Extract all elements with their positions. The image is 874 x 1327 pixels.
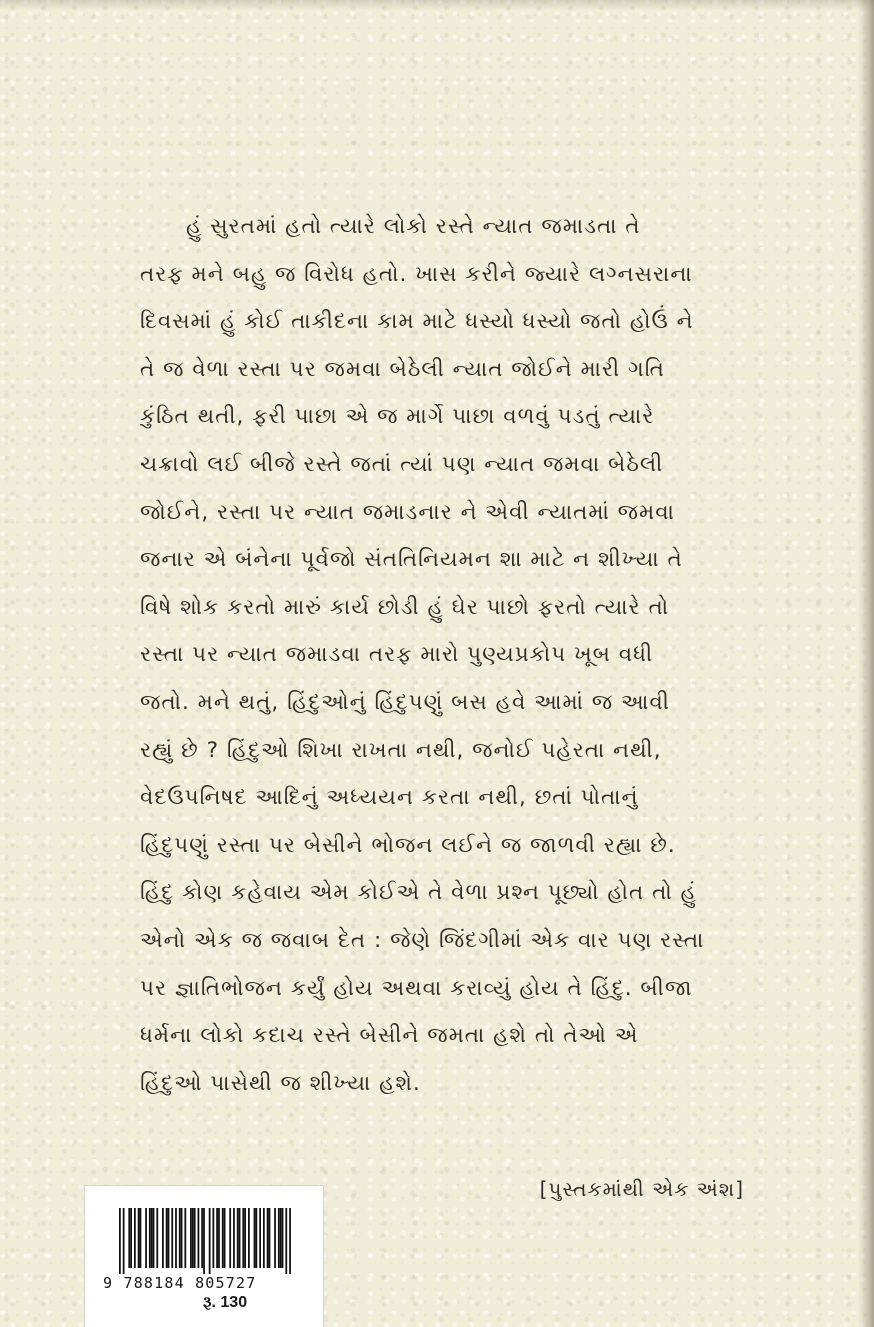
excerpt-line: જતો. મને થતું, હિંદુઓનું હિંદુપણું બસ હવે આમાં જ આવી: [140, 689, 670, 715]
barcode-bar: [179, 1208, 181, 1268]
barcode-bar: [248, 1208, 250, 1268]
barcode-bar: [138, 1208, 140, 1268]
barcode-bar: [119, 1208, 121, 1274]
barcode-bar: [237, 1208, 239, 1268]
excerpt-line: ધર્મના લોકો કદાચ રસ્તે બેસીને જમતા હશે તો તેઓ એ: [140, 1023, 639, 1049]
barcode-bar: [145, 1208, 147, 1268]
barcode-bar: [267, 1208, 269, 1268]
excerpt-line: હિંદુ કોણ કહેવાય એમ કોઈએ તે વેળા પ્રશ્ન પૂછ્યો હોત તો હું: [140, 880, 697, 906]
barcode-bar: [175, 1208, 177, 1268]
excerpt-line: દિવસમાં હું કોઈ તાકીદના કામ માટે ધસ્યો ધસ્યો જતો હોઉં ને: [140, 309, 694, 335]
barcode-bar: [244, 1208, 246, 1268]
price-label: રૂ. 130: [203, 1294, 248, 1311]
barcode-bar: [289, 1208, 291, 1274]
barcode-bar: [239, 1208, 241, 1268]
barcode-bar: [151, 1208, 153, 1268]
barcode-bar: [218, 1208, 220, 1268]
barcode-bar: [242, 1208, 244, 1268]
barcode-bar: [278, 1208, 280, 1268]
barcode-bar: [153, 1208, 155, 1268]
barcode-bar: [134, 1208, 136, 1268]
barcode-bar: [171, 1208, 173, 1268]
barcode-bar: [162, 1208, 164, 1268]
barcode-bar: [282, 1208, 284, 1268]
barcode-bar: [280, 1208, 282, 1268]
isbn-number: 9 788184 805727: [103, 1274, 257, 1292]
excerpt-line: તરફ મને બહુ જ વિરોધ હતો. ખાસ કરીને જ્યારે લગ્નસરાના: [140, 261, 693, 287]
barcode-bar: [216, 1208, 218, 1268]
barcode-bar: [130, 1208, 132, 1268]
barcode-bar: [209, 1208, 211, 1274]
barcode-bar: [128, 1208, 130, 1268]
barcode-bar: [254, 1208, 256, 1268]
barcode-bar: [156, 1208, 158, 1268]
barcode-bar: [168, 1208, 170, 1268]
excerpt-line: રહ્યું છે ? હિંદુઓ શિખા રાખતા નથી, જનોઈ પહેરતા નથી,: [140, 737, 662, 763]
barcode-bar: [184, 1208, 186, 1268]
barcode-icon: [119, 1208, 291, 1274]
excerpt-line: રસ્તા પર ન્યાત જમાડવા તરફ મારો પુણ્યપ્રકોપ ખૂબ વધી: [140, 642, 654, 668]
barcode-bar: [224, 1208, 226, 1268]
excerpt-line: હિંદુપણું રસ્તા પર બેસીને ભોજન લઈને જ જાળવી રહ્યા છે.: [140, 832, 676, 858]
excerpt-line: જનાર એ બંનેના પૂર્વજો સંતતિનિયમન શા માટે ન શીખ્યા તે: [140, 547, 683, 573]
barcode-bar: [269, 1208, 271, 1268]
spine-edge-shadow: [858, 0, 874, 1327]
excerpt-line: જોઈને, રસ્તા પર ન્યાત જમાડનાર ને એવી ન્યાતમાં જમવા: [140, 499, 675, 525]
barcode-label: [84, 1185, 324, 1327]
barcode-bar: [192, 1208, 194, 1268]
barcode-bar: [140, 1208, 142, 1268]
barcode-bar: [194, 1208, 196, 1268]
excerpt-line: કુંઠિત થતી, ફરી પાછા એ જ માર્ગે પાછા વળવું પડતું ત્યારે: [140, 404, 655, 430]
barcode-bar: [201, 1208, 203, 1268]
barcode-bar: [203, 1208, 205, 1274]
excerpt-line: હિંદુઓ પાસેથી જ શીખ્યા હશે.: [140, 1070, 421, 1096]
barcode-bar: [149, 1208, 151, 1268]
excerpt-line: ચક્રાવો લઈ બીજે રસ્તે જતાં ત્યાં પણ ન્યાત જમવા બેઠેલી: [140, 451, 664, 477]
barcode-bar: [259, 1208, 261, 1268]
barcode-bar: [123, 1208, 125, 1274]
barcode-bar: [229, 1208, 231, 1268]
barcode-bar: [190, 1208, 192, 1268]
barcode-bar: [233, 1208, 235, 1268]
barcode-bar: [198, 1208, 200, 1268]
barcode-bar: [274, 1208, 276, 1268]
barcode-bar: [285, 1208, 287, 1274]
excerpt-line: વેદઉપનિષદ આદિનું અધ્યયન કરતા નથી, છતાં પોતાનું: [140, 785, 639, 811]
excerpt-attribution: [પુસ્તકમાંથી એક અંશ]: [539, 1177, 744, 1201]
top-edge-shadow: [0, 0, 874, 10]
barcode-bar: [181, 1208, 183, 1268]
barcode-bar: [212, 1208, 214, 1268]
excerpt-line: તે જ વેળા રસ્તા પર જમવા બેઠેલી ન્યાત જોઈને મારી ગતિ: [140, 356, 665, 382]
barcode-bar: [263, 1208, 265, 1268]
barcode-bar: [166, 1208, 168, 1268]
excerpt-line: પર જ્ઞાતિભોજન કર્યું હોય અથવા કરાવ્યું હોય તે હિંદુ. બીજા: [140, 975, 693, 1001]
excerpt-text: [140, 203, 744, 1107]
excerpt-line: વિષે શોક કરતો મારું કાર્ય છોડી હું ઘેર પાછો ફરતો ત્યારે તો: [140, 594, 670, 620]
barcode-bar: [222, 1208, 224, 1268]
excerpt-line: એનો એક જ જવાબ દેત : જેણે જિંદગીમાં એક વાર પણ રસ્તા: [140, 927, 705, 953]
excerpt-line: હું સુરતમાં હતો ત્યારે લોકો રસ્તે ન્યાત જમાડતા તે: [186, 214, 641, 239]
barcode-bar: [255, 1208, 257, 1268]
